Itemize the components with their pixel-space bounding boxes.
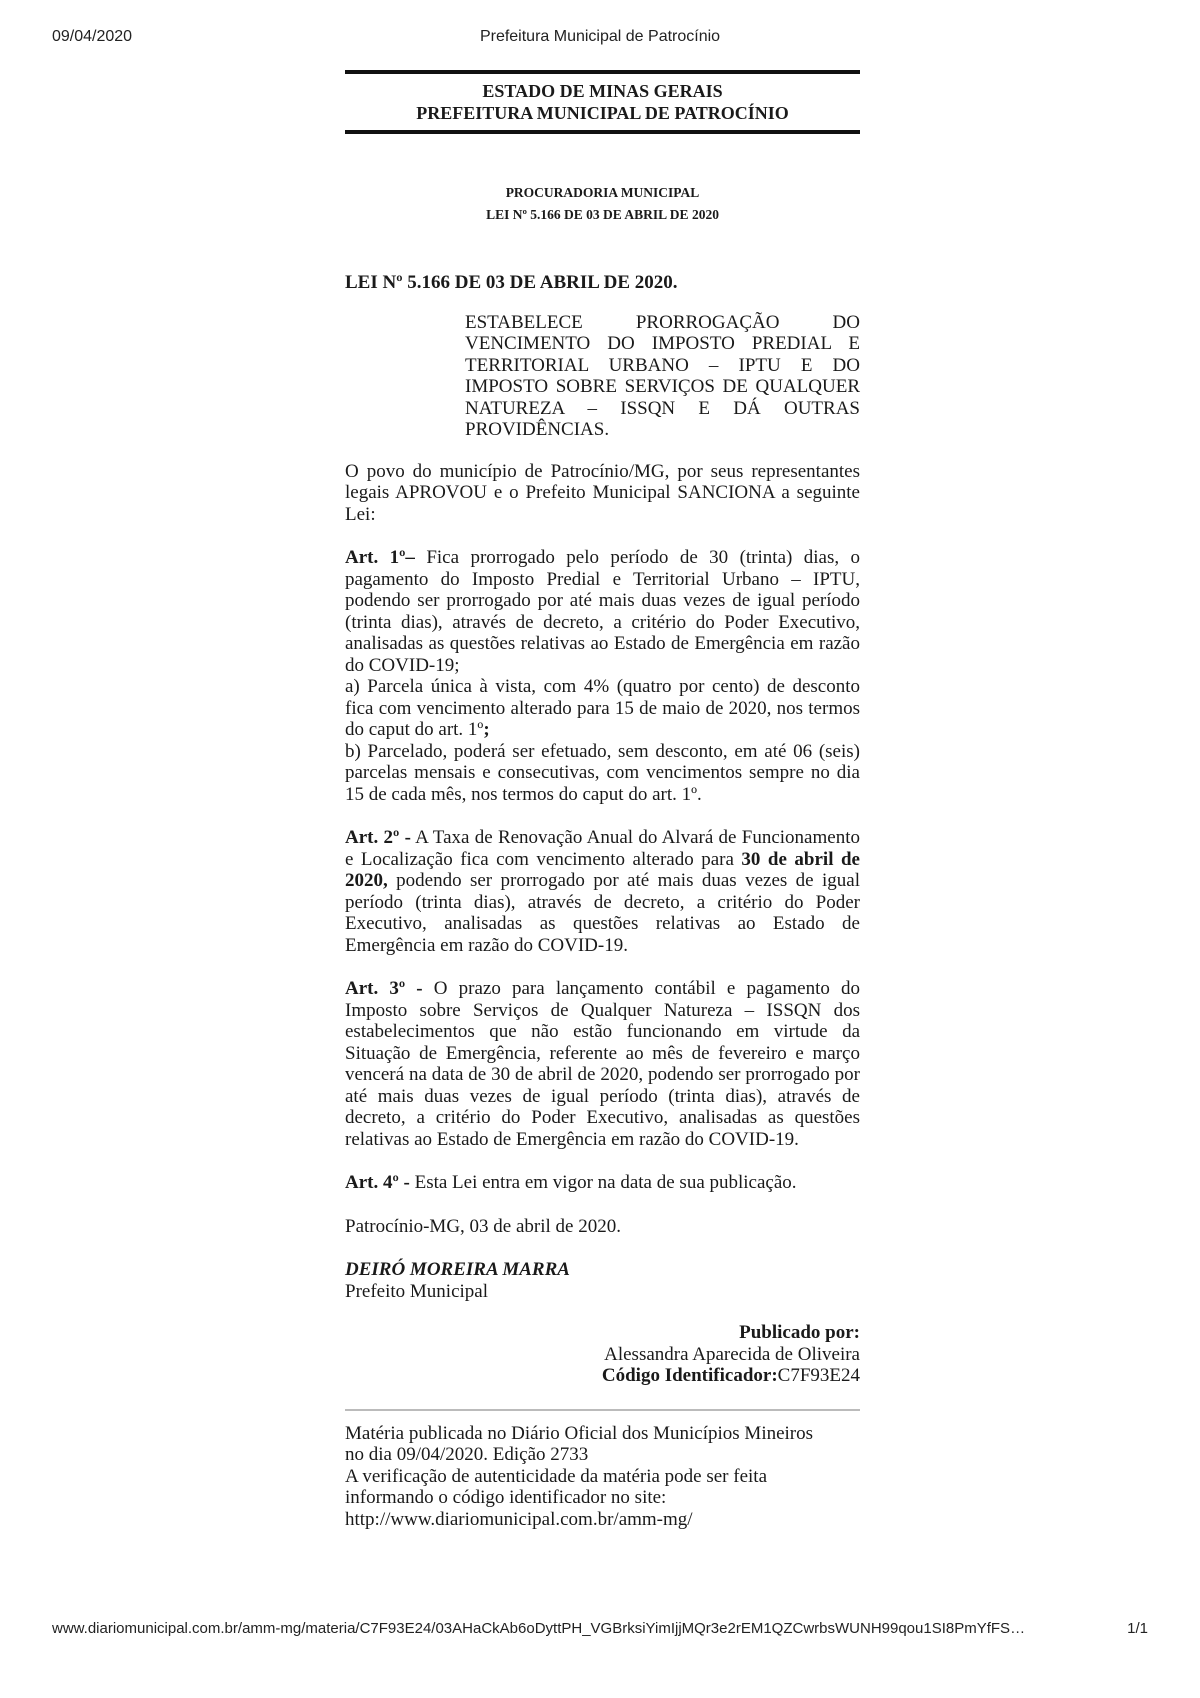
print-date: 09/04/2020	[52, 28, 133, 45]
page-url[interactable]: www.diariomunicipal.com.br/amm-mg/materia/C7F93E24/03AHaCkAb6oDyttPH_VGBrksiYimIjjMQr3e2rEM1QZCwrbsWUNH99qou1SI8PmYfFS…	[52, 1620, 1026, 1637]
place-date: Patrocínio-MG, 03 de abril de 2020.	[345, 1215, 621, 1237]
article-2	[345, 827, 860, 956]
law-summary: ESTABELECE PRORROGAÇÃO DO VENCIMENTO DO IMPOSTO PREDIAL E TERRITORIAL URBANO – IPTU E DO IMPOSTO SOBRE SERVIÇOS DE QUALQUER NATUREZA – ISSQN E DÁ OUTRAS PROVIDÊNCIAS.	[465, 311, 860, 440]
preamble	[345, 461, 860, 526]
footer-divider	[345, 1409, 860, 1411]
document-header	[345, 70, 860, 134]
article-4-label: Art. 4º -	[345, 1172, 410, 1193]
article-4-text: Esta Lei entra em vigor na data de sua publicação.	[409, 1172, 797, 1193]
publication-info	[345, 1322, 860, 1387]
article-1-label: Art. 1º–	[345, 547, 415, 568]
article-2-label: Art. 2º -	[345, 827, 411, 848]
law-title: LEI Nº 5.166 DE 03 DE ABRIL DE 2020.	[345, 272, 678, 293]
header-state: ESTADO DE MINAS GERAIS	[482, 81, 723, 101]
article-1-text: Fica prorrogado pelo período de 30 (trinta) dias, o pagamento do Imposto Predial e Territorial Urbano – IPTU, podendo ser prorrogado por até mais duas vezes de igual período (trinta dias), através de decreto, a critério do Poder Executivo, analisadas as questões relativas ao Estado de Emergência em razão do COVID-19;	[345, 547, 860, 676]
note-line-3: A verificação de autenticidade da matéria pode ser feita	[345, 1465, 767, 1487]
note-line-1: Matéria publicada no Diário Oficial dos Municípios Mineiros	[345, 1422, 814, 1444]
signatory-name: DEIRÓ MOREIRA MARRA	[345, 1259, 570, 1280]
section-heading	[345, 182, 860, 226]
article-3-text: O prazo para lançamento contábil e pagamento do Imposto sobre Serviços de Qualquer Natureza – ISSQN dos estabelecimentos que não estão funcionando em virtude da Situação de Emergência, referente ao mês de fevereiro e março vencerá na data de 30 de abril de 2020, podendo ser prorrogado por até mais duas vezes de igual período (trinta dias), através de decreto, a critério do Poder Executivo, analisadas as questões relativas ao Estado de Emergência em razão do COVID-19.	[345, 978, 860, 1150]
header-bottom-rule	[345, 130, 860, 134]
law-content	[345, 272, 860, 1530]
article-3	[345, 978, 860, 1150]
article-1-item-a-end: ;	[483, 719, 490, 740]
page-number: 1/1	[1127, 1620, 1148, 1637]
published-by-label: Publicado por:	[739, 1322, 860, 1343]
header-prefecture: PREFEITURA MUNICIPAL DE PATROCÍNIO	[416, 103, 789, 123]
note-line-4: informando o código identificador no site:	[345, 1487, 667, 1508]
code-label: Código Identificador:	[601, 1365, 778, 1386]
authenticity-note	[345, 1423, 860, 1531]
section-law-ref: LEI Nº 5.166 DE 03 DE ABRIL DE 2020	[486, 207, 719, 222]
article-2-text-after: podendo ser prorrogado por até mais duas vezes de igual período (trinta dias), através de decreto, a critério do Poder Executivo, analisadas as questões relativas ao Estado de Emergência em razão do COVID-19.	[345, 870, 860, 956]
published-by-name: Alessandra Aparecida de Oliveira	[604, 1343, 860, 1365]
code-value: C7F93E24	[777, 1365, 860, 1386]
article-1-item-b: b) Parcelado, poderá ser efetuado, sem desconto, em até 06 (seis) parcelas mensais e consecutivas, com vencimentos sempre no dia 15 de cada mês, nos termos do caput do art. 1º.	[345, 740, 860, 805]
note-line-2: no dia 09/04/2020. Edição 2733	[345, 1444, 589, 1465]
article-1	[345, 547, 860, 805]
article-1-item-a: a) Parcela única à vista, com 4% (quatro por cento) de desconto fica com vencimento alterado para 15 de maio de 2020, nos termos do caput do art. 1º	[345, 676, 860, 740]
print-title: Prefeitura Municipal de Patrocínio	[479, 28, 721, 45]
article-2-text-before: A Taxa de Renovação Anual do Alvará de Funcionamento e Localização fica com vencimento alterado para	[345, 827, 860, 870]
preamble-text: O povo do município de Patrocínio/MG, por seus representantes legais APROVOU e o Prefeito Municipal SANCIONA a seguinte Lei:	[345, 460, 860, 525]
article-2-date: 30 de abril de 2020,	[345, 848, 860, 891]
article-3-label: Art. 3º -	[345, 978, 423, 999]
section-office: PROCURADORIA MUNICIPAL	[505, 185, 700, 200]
verification-link[interactable]: http://www.diariomunicipal.com.br/amm-mg/	[345, 1508, 693, 1530]
document-page	[345, 0, 860, 1698]
article-4	[345, 1172, 860, 1194]
print-footer	[52, 1620, 1148, 1642]
signatory-role: Prefeito Municipal	[345, 1280, 488, 1302]
